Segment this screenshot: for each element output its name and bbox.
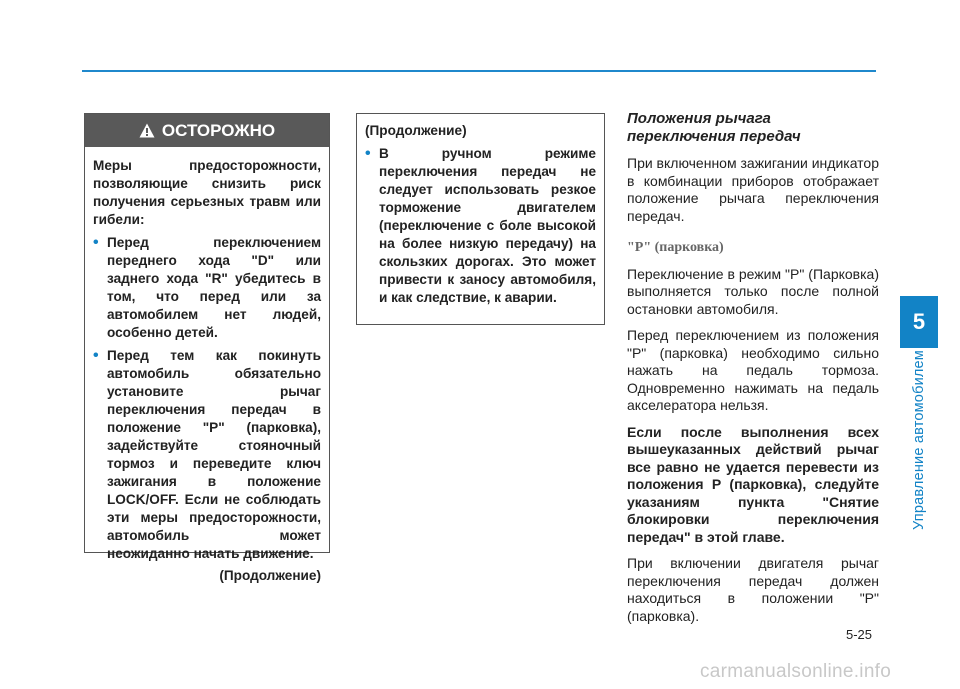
watermark: carmanualsonline.info	[700, 661, 892, 682]
bullet-dot-icon: •	[365, 145, 371, 162]
section-paragraph: Перед переключением из положения "P" (парковка) необходимо сильно нажать на педаль тормоза. Одновременно нажимать на педаль акселератора нельзя.	[627, 327, 879, 413]
section-column	[627, 110, 879, 634]
warning-header	[85, 114, 329, 147]
bullet-dot-icon: •	[93, 347, 99, 364]
continuation-bullet	[365, 145, 596, 307]
section-paragraph-bold: Если после выполнения всех вышеуказанных действий рычаг все равно не удается перевести из положения P (парковка), следуйте указаниям пункта "Снятие блокировки переключения передач" в этой главе.	[627, 423, 879, 545]
chapter-side-label: Управление автомобилем	[911, 350, 927, 530]
chapter-tab	[900, 296, 938, 348]
section-paragraph: Переключение в режим "P" (Парковка) выполняется только после полной остановки автомобиля.	[627, 265, 879, 317]
section-paragraph: При включении двигателя рычаг переключения передач должен находиться в положении "P" (парковка).	[627, 555, 879, 624]
warning-bullet	[93, 234, 321, 342]
warning-title: ОСТОРОЖНО	[161, 120, 276, 140]
warning-bullet-text: Перед тем как покинуть автомобиль обязательно установите рычаг переключения передач в положение "P" (парковка), задействуйте стояночный тормоз и переведите ключ зажигания в положение LOCK/OFF. Если не соблюдать эти меры предосторожности, автомобиль может неожиданно начать движение.	[107, 348, 321, 561]
continuation-title: (Продолжение)	[365, 123, 467, 138]
warning-continued: (Продолжение)	[219, 568, 321, 583]
section-subheading: "P" (парковка)	[627, 240, 724, 255]
warning-bullet	[93, 347, 321, 563]
section-intro: При включенном зажигании индикатор в комбинации приборов отображает положение рычага переключения передач.	[627, 155, 879, 224]
section-heading: Положения рычага переключения передач	[627, 110, 801, 145]
warning-box	[84, 113, 330, 583]
warning-intro: Меры предосторожности, позволяющие снизить риск получения серьезных травм или гибели:	[93, 158, 321, 227]
continuation-bullet-text: В ручном режиме переключения передач не следует использовать резкое торможение двигателем (переключение с боле высокой на более низкую передачу) на скользких дорогах. Это может привести к заносу автомобиля, и как следствие, к аварии.	[379, 146, 596, 305]
page-number: 5-25	[846, 627, 873, 642]
continuation-box	[356, 113, 605, 325]
chapter-number: 5	[912, 309, 926, 334]
warning-bullet-text: Перед переключением переднего хода "D" или заднего хода "R" убедитесь в том, что перед или за автомобилем нет людей, особенно детей.	[107, 235, 321, 340]
warning-body	[85, 147, 329, 585]
top-rule	[82, 70, 876, 72]
bullet-dot-icon: •	[93, 234, 99, 251]
warning-triangle-icon	[139, 123, 155, 138]
